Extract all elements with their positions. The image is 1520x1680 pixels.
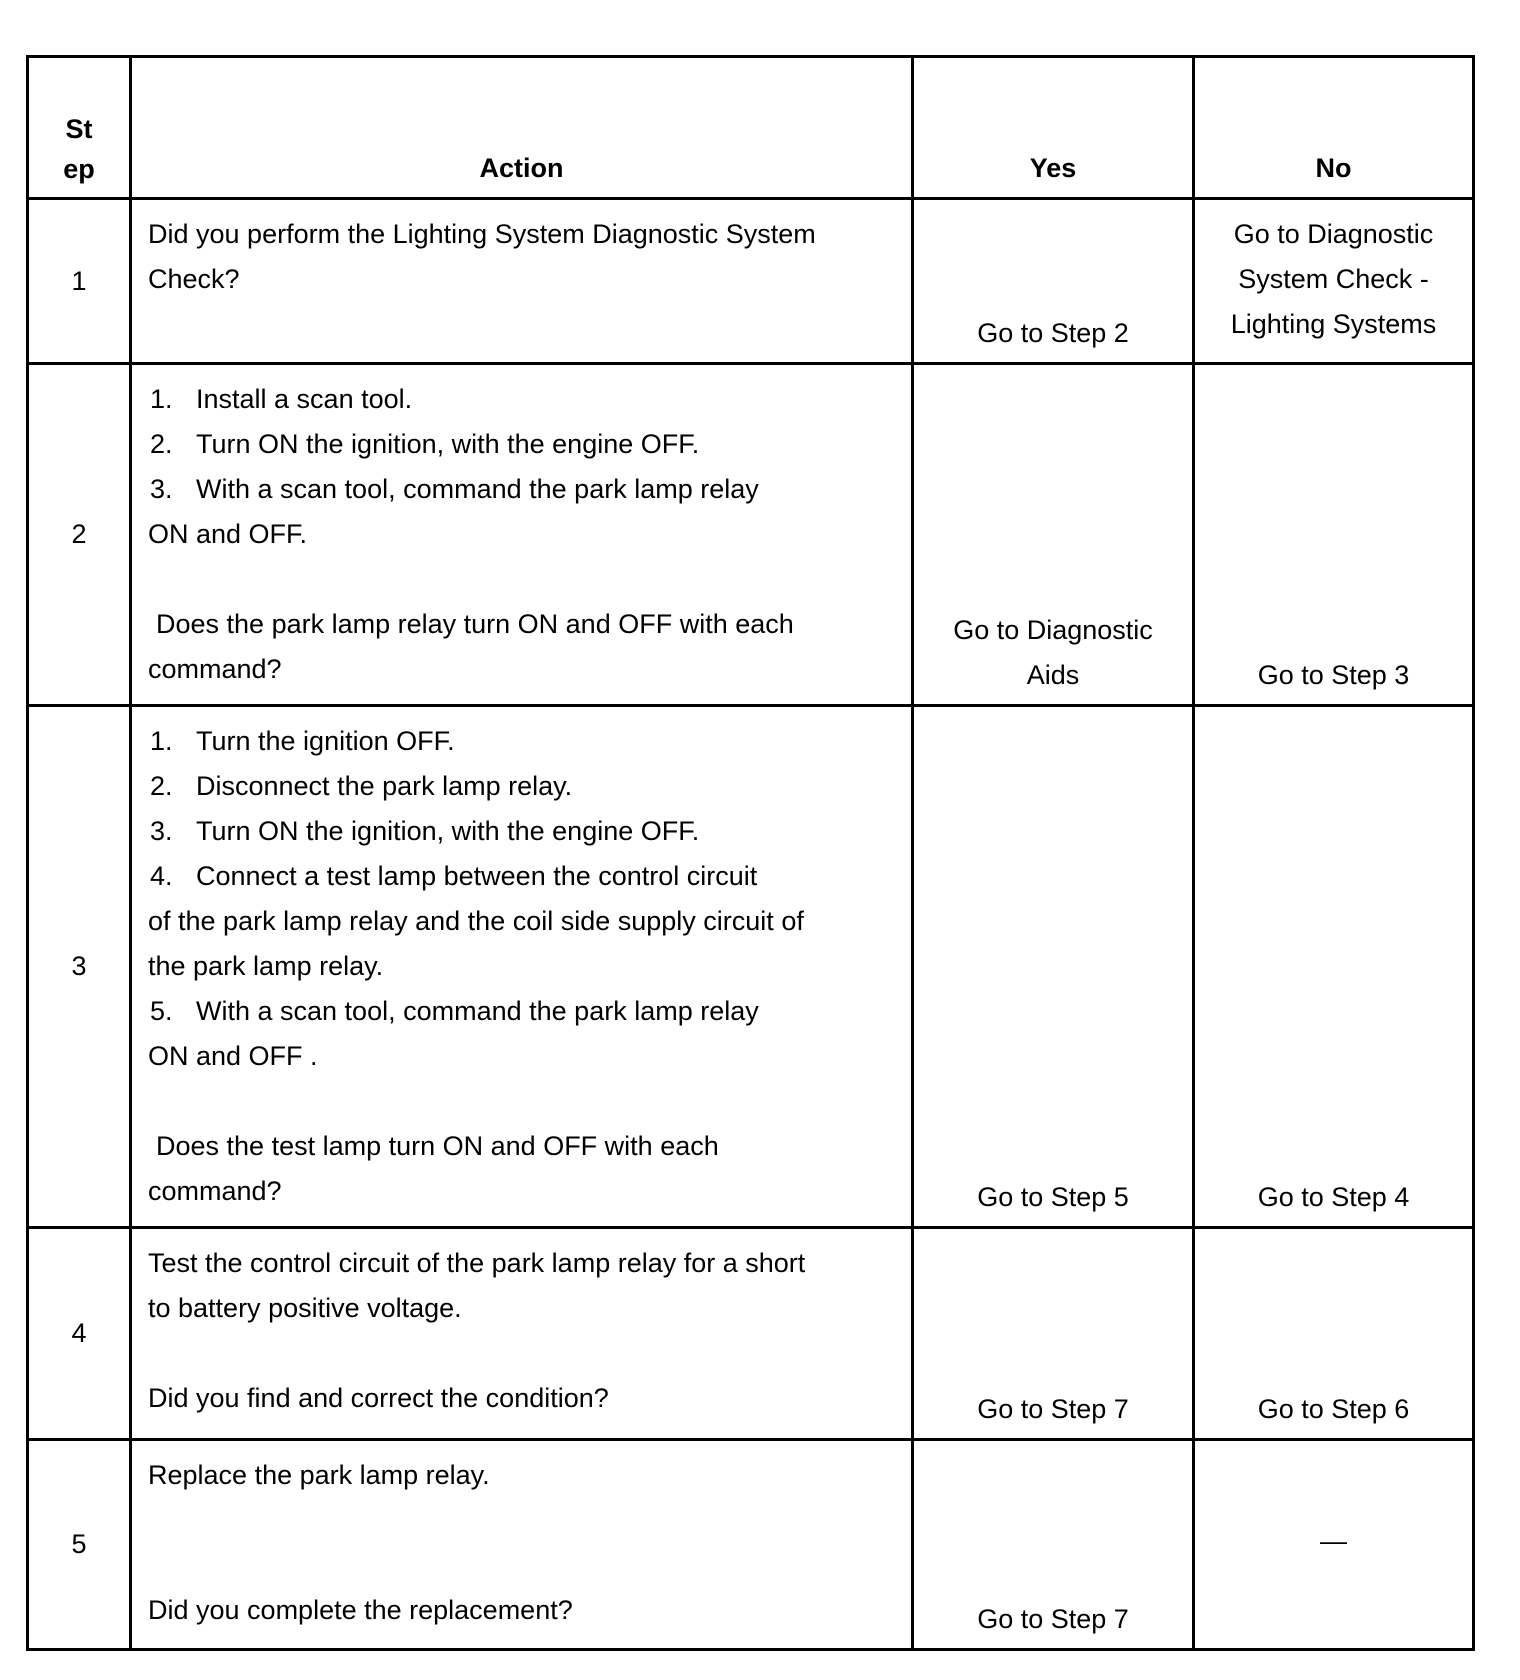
list-item: 3. Turn ON the ignition, with the engine OFF.: [150, 816, 700, 846]
list-item: 4. Connect a test lamp between the control circuit: [150, 861, 758, 891]
step-number: 1: [28, 199, 131, 364]
header-yes: Yes: [913, 57, 1194, 199]
header-no: No: [1194, 57, 1474, 199]
action-cell: 1. Install a scan tool. 2. Turn ON the ignition, with the engine OFF. 3. With a scan tool, command the park lamp relay ON and OFF. Does the park lamp relay turn ON and OFF with each command?: [131, 364, 913, 706]
list-item: 5. With a scan tool, command the park lamp relay: [150, 996, 759, 1026]
yes-cell: Go to Step 7: [913, 1228, 1194, 1440]
table-row: [28, 706, 1474, 1228]
action-cell: Test the control circuit of the park lamp relay for a short to battery positive voltage. Did you find and correct the condition?: [131, 1228, 913, 1440]
action-cell: 1. Turn the ignition OFF. 2. Disconnect the park lamp relay. 3. Turn ON the ignition, with the engine OFF. 4. Connect a test lamp between the control circuit of the park lamp relay and the coil side supply circuit of the park lamp relay. 5. With a scan tool, command the park lamp relay ON and OFF . Does the test lamp turn ON and OFF with each command?: [131, 706, 913, 1228]
action-cell: Replace the park lamp relay. Did you complete the replacement?: [131, 1440, 913, 1650]
question-text: Did you complete the replacement?: [148, 1595, 573, 1625]
step-number: 4: [28, 1228, 131, 1440]
question-text: Does the park lamp relay turn ON and OFF with each: [156, 609, 794, 639]
table-row: [28, 1228, 1474, 1440]
question-text: Does the test lamp turn ON and OFF with each: [156, 1131, 719, 1161]
no-cell: —: [1194, 1440, 1474, 1650]
diagnostic-table: [26, 55, 1475, 1651]
yes-cell: Go to Diagnostic Aids: [913, 364, 1194, 706]
no-cell: Go to Step 3: [1194, 364, 1474, 706]
table-header-row: [28, 57, 1474, 199]
table-row: [28, 199, 1474, 364]
action-cell: Did you perform the Lighting System Diagnostic System Check?: [131, 199, 913, 364]
header-action: Action: [131, 57, 913, 199]
yes-cell: Go to Step 7: [913, 1440, 1194, 1650]
table-row: [28, 1440, 1474, 1650]
step-number: 5: [28, 1440, 131, 1650]
no-cell: Go to Diagnostic System Check - Lighting Systems: [1194, 199, 1474, 364]
no-cell: Go to Step 4: [1194, 706, 1474, 1228]
list-item: 2. Turn ON the ignition, with the engine OFF.: [150, 429, 700, 459]
step-number: 2: [28, 364, 131, 706]
list-item: 3. With a scan tool, command the park lamp relay: [150, 474, 759, 504]
question-text: Did you find and correct the condition?: [148, 1383, 609, 1413]
header-step: St ep: [28, 57, 131, 199]
yes-cell: Go to Step 5: [913, 706, 1194, 1228]
no-cell: Go to Step 6: [1194, 1228, 1474, 1440]
table-row: [28, 364, 1474, 706]
list-item: 1. Turn the ignition OFF.: [150, 726, 455, 756]
yes-cell: Go to Step 2: [913, 199, 1194, 364]
step-number: 3: [28, 706, 131, 1228]
list-item: 1. Install a scan tool.: [150, 384, 413, 414]
list-item: 2. Disconnect the park lamp relay.: [150, 771, 573, 801]
